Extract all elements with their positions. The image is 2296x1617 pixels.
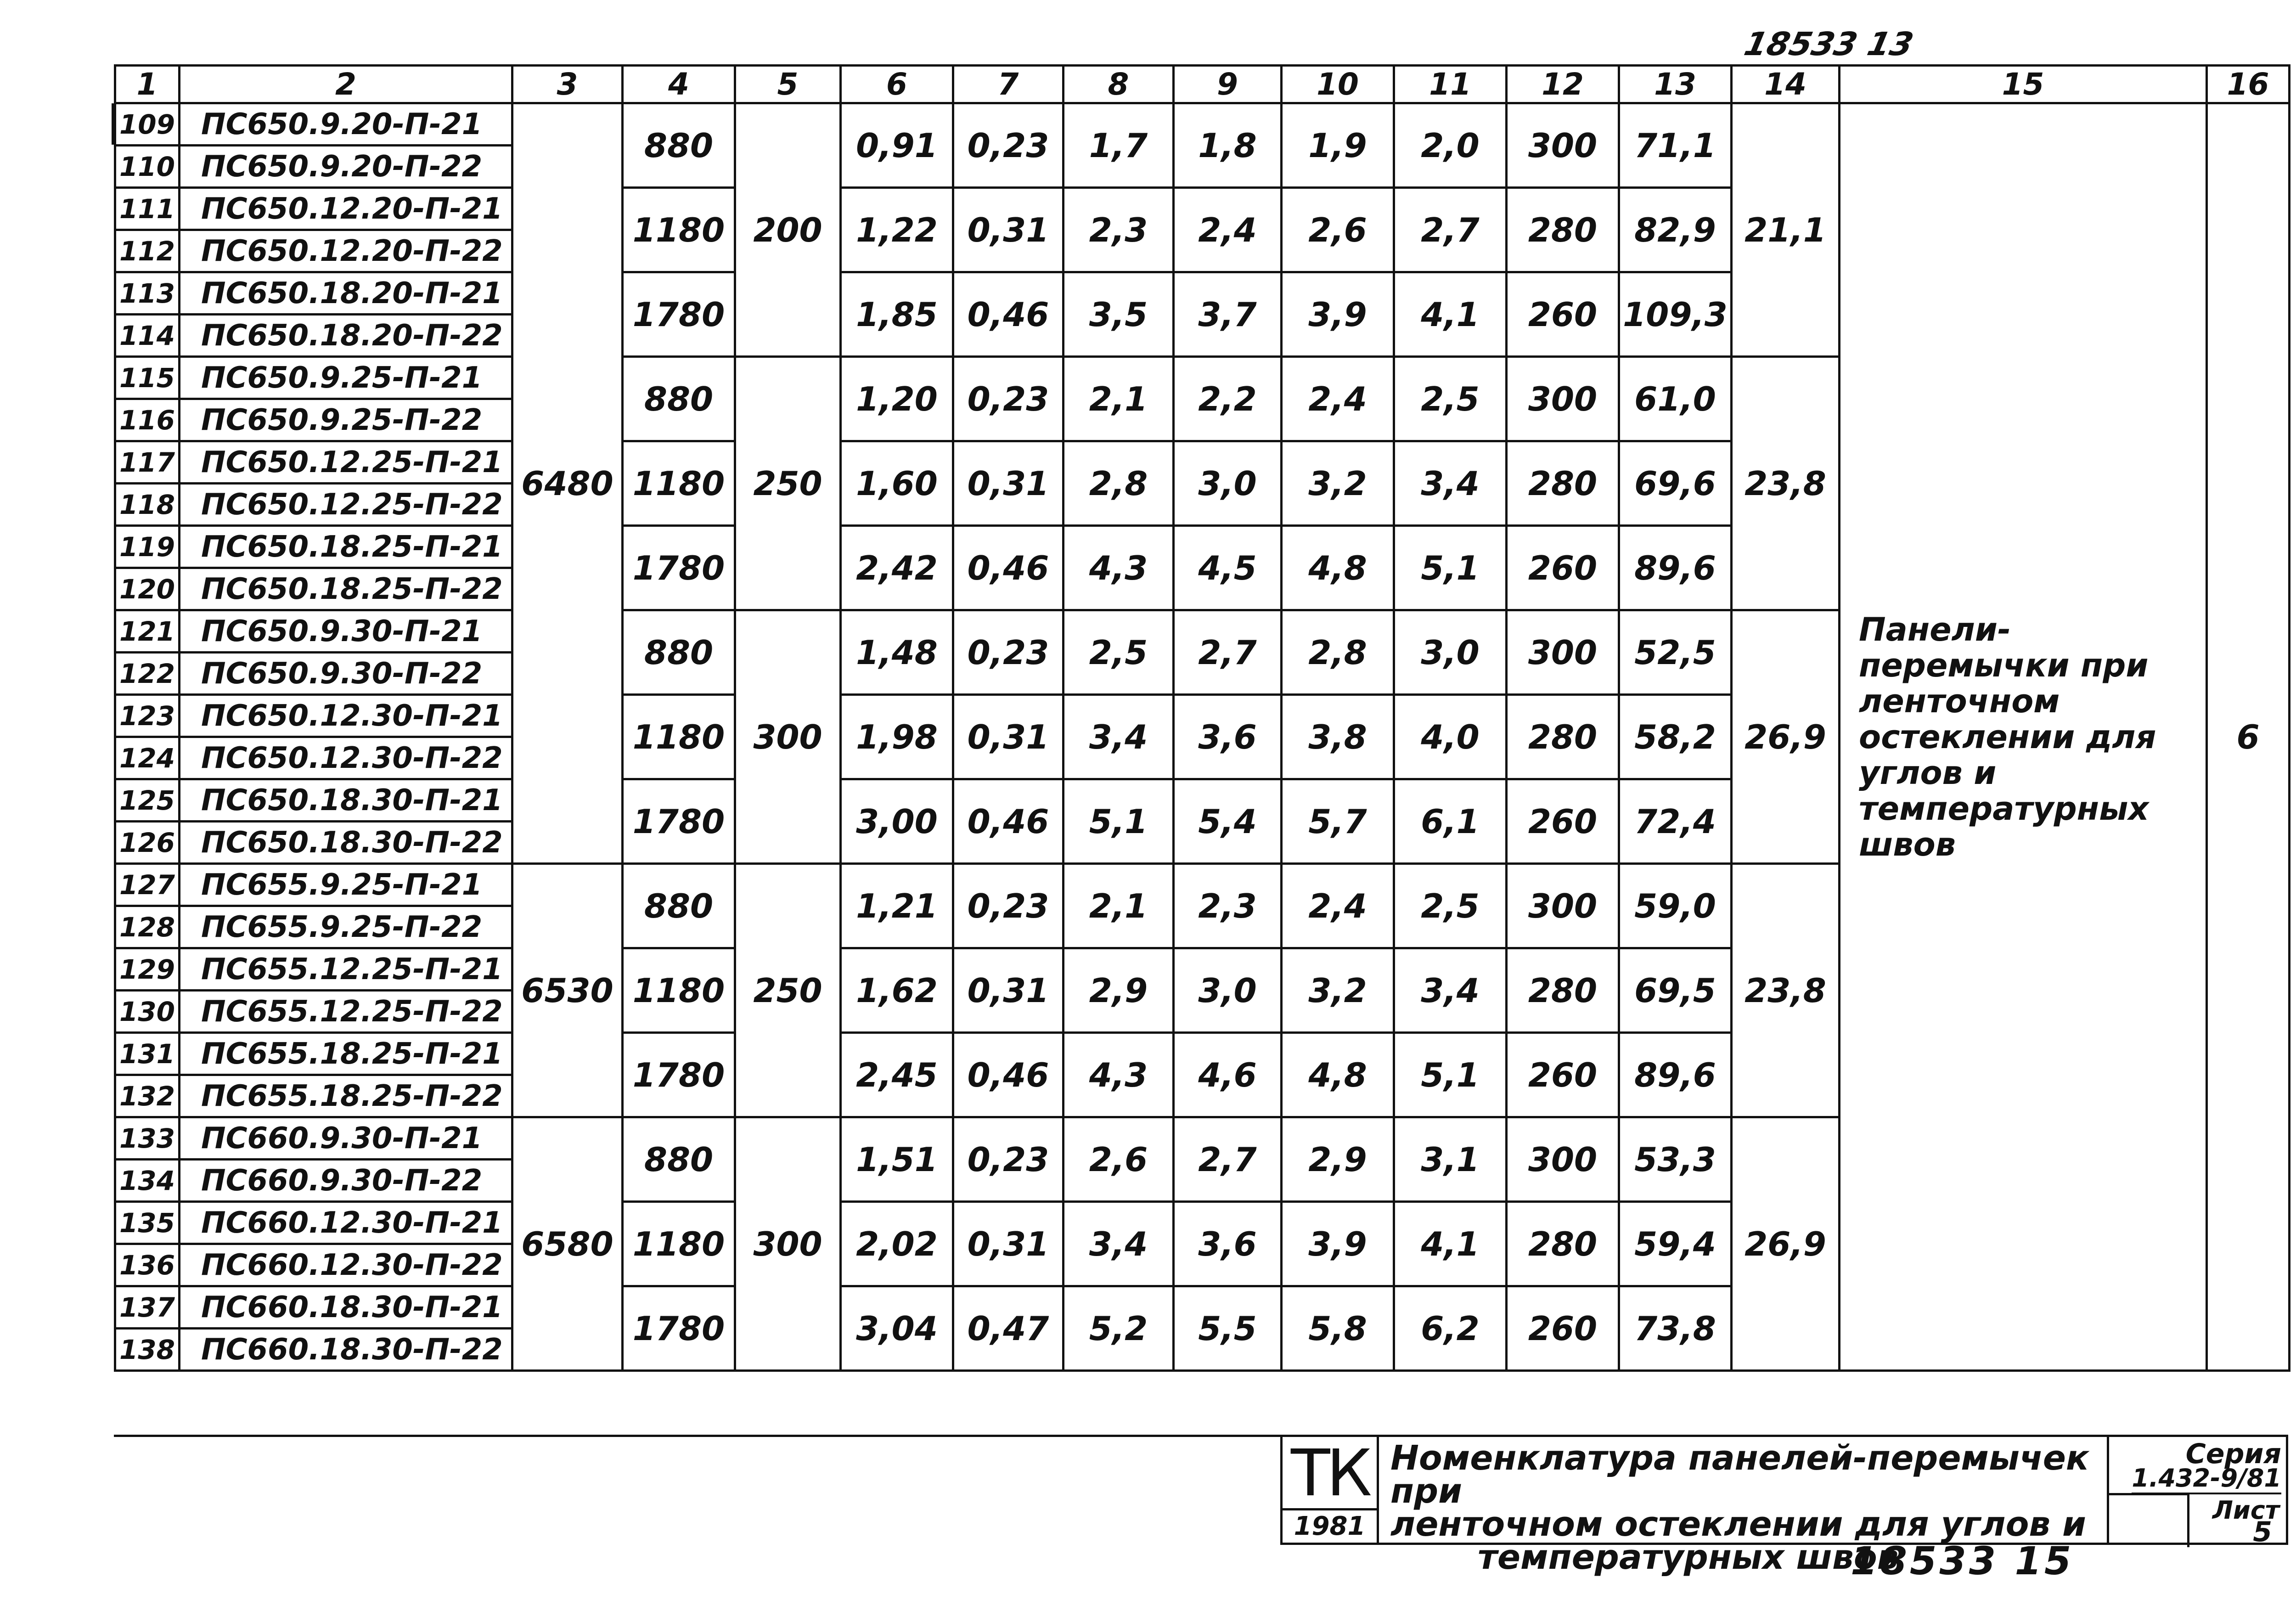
value-c11: 3,4	[1394, 948, 1507, 1033]
value-c12: 260	[1507, 1286, 1619, 1371]
value-c12: 300	[1507, 103, 1619, 188]
value-c8: 4,3	[1064, 1033, 1174, 1117]
value-c13: 82,9	[1619, 188, 1732, 272]
panel-mark: ПС650.12.25-П-21	[180, 441, 512, 484]
panel-mark: ПС660.12.30-П-21	[180, 1202, 512, 1244]
height-value: 250	[735, 864, 841, 1117]
value-c6: 1,98	[841, 695, 953, 779]
value-c13: 72,4	[1619, 779, 1732, 864]
row-number: 119	[115, 526, 180, 568]
value-c6: 2,02	[841, 1202, 953, 1286]
value-c10: 2,9	[1282, 1117, 1394, 1202]
panel-mark: ПС650.12.20-П-22	[180, 230, 512, 272]
column-header-5: 5	[735, 66, 841, 103]
column-header-2: 2	[180, 66, 512, 103]
value-c10: 2,8	[1282, 610, 1394, 695]
value-c7: 0,31	[953, 695, 1064, 779]
width-value: 880	[623, 357, 735, 441]
column-header-3: 3	[512, 66, 623, 103]
panel-mark: ПС660.18.30-П-21	[180, 1286, 512, 1329]
width-value: 1180	[623, 695, 735, 779]
row-number: 117	[115, 441, 180, 484]
value-c7: 0,23	[953, 610, 1064, 695]
value-c7: 0,23	[953, 357, 1064, 441]
row-number: 116	[115, 399, 180, 441]
value-c10: 2,6	[1282, 188, 1394, 272]
panel-mark: ПС655.12.25-П-22	[180, 991, 512, 1033]
row-number: 120	[115, 568, 180, 610]
value-c11: 2,5	[1394, 864, 1507, 948]
sheet-label: Лист	[2212, 1496, 2279, 1525]
value-c12: 300	[1507, 357, 1619, 441]
value-c11: 2,5	[1394, 357, 1507, 441]
value-c10: 3,2	[1282, 441, 1394, 526]
value-c13: 73,8	[1619, 1286, 1732, 1371]
value-c11: 3,0	[1394, 610, 1507, 695]
value-c8: 5,1	[1064, 779, 1174, 864]
value-c14: 23,8	[1732, 357, 1840, 610]
value-c6: 2,42	[841, 526, 953, 610]
value-c7: 0,46	[953, 526, 1064, 610]
value-c12: 280	[1507, 695, 1619, 779]
value-c11: 5,1	[1394, 1033, 1507, 1117]
value-c8: 3,5	[1064, 272, 1174, 357]
value-c8: 2,6	[1064, 1117, 1174, 1202]
column-header-8: 8	[1064, 66, 1174, 103]
value-c13: 89,6	[1619, 526, 1732, 610]
length-value: 6580	[512, 1117, 623, 1371]
row-number: 112	[115, 230, 180, 272]
row-number: 114	[115, 315, 180, 357]
description-note: Панели-перемычки при ленточном остеклении для углов и температурных швов	[1840, 103, 2207, 1371]
panel-mark: ПС650.18.20-П-22	[180, 315, 512, 357]
value-c7: 0,31	[953, 948, 1064, 1033]
value-c8: 3,4	[1064, 1202, 1174, 1286]
value-c12: 300	[1507, 610, 1619, 695]
value-c13: 69,6	[1619, 441, 1732, 526]
row-number: 109	[115, 103, 180, 146]
value-c9: 2,2	[1174, 357, 1282, 441]
column-header-11: 11	[1394, 66, 1507, 103]
panel-mark: ПС650.9.20-П-21	[180, 103, 512, 146]
value-c6: 2,45	[841, 1033, 953, 1117]
value-c7: 0,23	[953, 1117, 1064, 1202]
height-value: 200	[735, 103, 841, 357]
title-block-blank	[114, 1435, 1280, 1547]
panel-mark: ПС655.18.25-П-22	[180, 1075, 512, 1117]
value-c14: 21,1	[1732, 103, 1840, 357]
value-c12: 280	[1507, 188, 1619, 272]
value-c8: 2,9	[1064, 948, 1174, 1033]
row-number: 121	[115, 610, 180, 653]
column-header-7: 7	[953, 66, 1064, 103]
sheet-number: 5	[2253, 1516, 2272, 1548]
value-c13: 109,3	[1619, 272, 1732, 357]
value-c9: 2,3	[1174, 864, 1282, 948]
height-value: 300	[735, 610, 841, 864]
value-c6: 1,21	[841, 864, 953, 948]
value-c9: 3,6	[1174, 695, 1282, 779]
column-header-10: 10	[1282, 66, 1394, 103]
width-value: 1780	[623, 779, 735, 864]
archive-stamp: 18533 15	[1851, 1538, 2074, 1583]
width-value: 880	[623, 1117, 735, 1202]
value-c8: 1,7	[1064, 103, 1174, 188]
value-c12: 280	[1507, 441, 1619, 526]
width-value: 1180	[623, 188, 735, 272]
width-value: 880	[623, 610, 735, 695]
value-c13: 59,4	[1619, 1202, 1732, 1286]
value-c12: 280	[1507, 948, 1619, 1033]
value-c7: 0,23	[953, 864, 1064, 948]
panel-mark: ПС650.12.20-П-21	[180, 188, 512, 230]
width-value: 880	[623, 103, 735, 188]
value-c11: 3,4	[1394, 441, 1507, 526]
width-value: 1780	[623, 272, 735, 357]
value-c9: 2,7	[1174, 1117, 1282, 1202]
value-c10: 5,8	[1282, 1286, 1394, 1371]
value-c10: 4,8	[1282, 526, 1394, 610]
column-header-6: 6	[841, 66, 953, 103]
width-value: 1180	[623, 948, 735, 1033]
panel-mark: ПС655.9.25-П-22	[180, 906, 512, 948]
value-c10: 2,4	[1282, 864, 1394, 948]
value-c11: 4,1	[1394, 1202, 1507, 1286]
value-c9: 4,5	[1174, 526, 1282, 610]
value-c6: 1,20	[841, 357, 953, 441]
series-sheet-box	[2107, 1435, 2288, 1548]
panel-mark: ПС650.9.30-П-22	[180, 653, 512, 695]
value-c6: 1,60	[841, 441, 953, 526]
row-number: 138	[115, 1329, 180, 1371]
width-value: 1780	[623, 526, 735, 610]
value-c6: 1,85	[841, 272, 953, 357]
row-number: 134	[115, 1160, 180, 1202]
series-value: 1.432-9/81	[2132, 1464, 2281, 1494]
row-number: 127	[115, 864, 180, 906]
panel-mark: ПС650.18.30-П-21	[180, 779, 512, 822]
row-number: 115	[115, 357, 180, 399]
value-c12: 260	[1507, 526, 1619, 610]
value-c13: 61,0	[1619, 357, 1732, 441]
value-c8: 2,5	[1064, 610, 1174, 695]
value-c6: 1,48	[841, 610, 953, 695]
value-c9: 3,7	[1174, 272, 1282, 357]
value-c8: 5,2	[1064, 1286, 1174, 1371]
value-c9: 5,4	[1174, 779, 1282, 864]
value-c12: 260	[1507, 272, 1619, 357]
panel-mark: ПС660.9.30-П-21	[180, 1117, 512, 1160]
value-c10: 3,9	[1282, 1202, 1394, 1286]
value-c9: 3,0	[1174, 948, 1282, 1033]
panel-mark: ПС650.18.20-П-21	[180, 272, 512, 315]
value-c9: 2,4	[1174, 188, 1282, 272]
width-value: 1180	[623, 441, 735, 526]
value-c9: 4,6	[1174, 1033, 1282, 1117]
row-number: 123	[115, 695, 180, 737]
value-c13: 69,5	[1619, 948, 1732, 1033]
value-c6: 1,51	[841, 1117, 953, 1202]
organization-year: 1981	[1283, 1508, 1377, 1543]
column-header-9: 9	[1174, 66, 1282, 103]
specification-sheet	[114, 64, 2290, 1372]
panel-mark: ПС655.12.25-П-21	[180, 948, 512, 991]
blank-cell	[2109, 1493, 2189, 1547]
row-number: 124	[115, 737, 180, 779]
value-c7: 0,31	[953, 441, 1064, 526]
value-c12: 260	[1507, 779, 1619, 864]
value-c11: 2,7	[1394, 188, 1507, 272]
value-c11: 2,0	[1394, 103, 1507, 188]
row-number: 118	[115, 484, 180, 526]
panel-mark: ПС650.9.20-П-22	[180, 146, 512, 188]
value-c7: 0,31	[953, 1202, 1064, 1286]
row-number: 128	[115, 906, 180, 948]
panel-mark: ПС660.18.30-П-22	[180, 1329, 512, 1371]
width-value: 1780	[623, 1286, 735, 1371]
value-c9: 5,5	[1174, 1286, 1282, 1371]
value-c8: 3,4	[1064, 695, 1174, 779]
value-c7: 0,31	[953, 188, 1064, 272]
value-c13: 52,5	[1619, 610, 1732, 695]
panel-mark: ПС660.12.30-П-22	[180, 1244, 512, 1286]
width-value: 1780	[623, 1033, 735, 1117]
width-value: 880	[623, 864, 735, 948]
row-number: 133	[115, 1117, 180, 1160]
panel-mark: ПС655.9.25-П-21	[180, 864, 512, 906]
value-c6: 3,00	[841, 779, 953, 864]
value-c11: 6,1	[1394, 779, 1507, 864]
panel-mark: ПС650.12.30-П-21	[180, 695, 512, 737]
panel-mark: ПС660.9.30-П-22	[180, 1160, 512, 1202]
value-c14: 23,8	[1732, 864, 1840, 1117]
width-value: 1180	[623, 1202, 735, 1286]
column-header-4: 4	[623, 66, 735, 103]
corner-note: 18533 13	[1741, 25, 1917, 63]
value-c10: 3,8	[1282, 695, 1394, 779]
value-c8: 2,1	[1064, 357, 1174, 441]
value-c7: 0,46	[953, 1033, 1064, 1117]
panel-mark: ПС650.9.25-П-22	[180, 399, 512, 441]
value-c14: 26,9	[1732, 1117, 1840, 1371]
value-c6: 1,62	[841, 948, 953, 1033]
row-number: 136	[115, 1244, 180, 1286]
value-c8: 4,3	[1064, 526, 1174, 610]
column-header-13: 13	[1619, 66, 1732, 103]
value-c12: 280	[1507, 1202, 1619, 1286]
row-number: 126	[115, 822, 180, 864]
row-number: 110	[115, 146, 180, 188]
drawing-title-line-1: Номенклатура панелей-перемычек при	[1390, 1438, 2089, 1511]
column-header-15: 15	[1840, 66, 2207, 103]
row-number: 122	[115, 653, 180, 695]
value-c8: 2,8	[1064, 441, 1174, 526]
length-value: 6480	[512, 103, 623, 864]
specification-table	[114, 64, 2290, 1372]
value-c13: 53,3	[1619, 1117, 1732, 1202]
value-c12: 300	[1507, 864, 1619, 948]
drawing-title-line-3: температурных швов	[1478, 1538, 1899, 1577]
value-c8: 2,1	[1064, 864, 1174, 948]
value-c6: 0,91	[841, 103, 953, 188]
value-c6: 3,04	[841, 1286, 953, 1371]
value-c12: 300	[1507, 1117, 1619, 1202]
panel-mark: ПС650.18.25-П-22	[180, 568, 512, 610]
value-c11: 4,0	[1394, 695, 1507, 779]
value-c10: 1,9	[1282, 103, 1394, 188]
value-c13: 58,2	[1619, 695, 1732, 779]
panel-mark: ПС650.18.30-П-22	[180, 822, 512, 864]
value-c8: 2,3	[1064, 188, 1174, 272]
series-label: Серия	[2185, 1438, 2281, 1470]
organization-logo: ТК	[1291, 1436, 1368, 1511]
height-value: 250	[735, 357, 841, 610]
row-number: 137	[115, 1286, 180, 1329]
panel-mark: ПС650.12.30-П-22	[180, 737, 512, 779]
header-row	[115, 66, 2290, 103]
organization-box	[1280, 1435, 1379, 1545]
value-c11: 4,1	[1394, 272, 1507, 357]
row-number: 125	[115, 779, 180, 822]
value-c7: 0,47	[953, 1286, 1064, 1371]
value-c9: 1,8	[1174, 103, 1282, 188]
value-c10: 3,2	[1282, 948, 1394, 1033]
value-c10: 5,7	[1282, 779, 1394, 864]
column-header-14: 14	[1732, 66, 1840, 103]
height-value: 300	[735, 1117, 841, 1371]
value-c12: 260	[1507, 1033, 1619, 1117]
row-number: 132	[115, 1075, 180, 1117]
value-c13: 71,1	[1619, 103, 1732, 188]
value-c9: 2,7	[1174, 610, 1282, 695]
panel-mark: ПС650.12.25-П-22	[180, 484, 512, 526]
value-c13: 89,6	[1619, 1033, 1732, 1117]
value-c11: 5,1	[1394, 526, 1507, 610]
value-c10: 3,9	[1282, 272, 1394, 357]
panel-mark: ПС655.18.25-П-21	[180, 1033, 512, 1075]
length-value: 6530	[512, 864, 623, 1117]
value-c7: 0,46	[953, 779, 1064, 864]
value-c7: 0,46	[953, 272, 1064, 357]
column-header-1: 1	[115, 66, 180, 103]
panel-mark: ПС650.9.30-П-21	[180, 610, 512, 653]
value-c7: 0,23	[953, 103, 1064, 188]
panel-mark: ПС650.18.25-П-21	[180, 526, 512, 568]
value-c11: 3,1	[1394, 1117, 1507, 1202]
row-number: 129	[115, 948, 180, 991]
value-c10: 4,8	[1282, 1033, 1394, 1117]
value-c14: 26,9	[1732, 610, 1840, 864]
value-c9: 3,6	[1174, 1202, 1282, 1286]
panel-mark: ПС650.9.25-П-21	[180, 357, 512, 399]
value-c11: 6,2	[1394, 1286, 1507, 1371]
value-c10: 2,4	[1282, 357, 1394, 441]
drawing-title-line-2: ленточном остеклении для углов и	[1390, 1504, 2086, 1544]
row-number: 113	[115, 272, 180, 315]
table-row	[115, 103, 2290, 146]
value-c9: 3,0	[1174, 441, 1282, 526]
row-number: 111	[115, 188, 180, 230]
row-number: 131	[115, 1033, 180, 1075]
row-number: 130	[115, 991, 180, 1033]
column-16-value: 6	[2207, 103, 2290, 1371]
column-header-12: 12	[1507, 66, 1619, 103]
value-c6: 1,22	[841, 188, 953, 272]
value-c13: 59,0	[1619, 864, 1732, 948]
column-header-16: 16	[2207, 66, 2290, 103]
row-number: 135	[115, 1202, 180, 1244]
